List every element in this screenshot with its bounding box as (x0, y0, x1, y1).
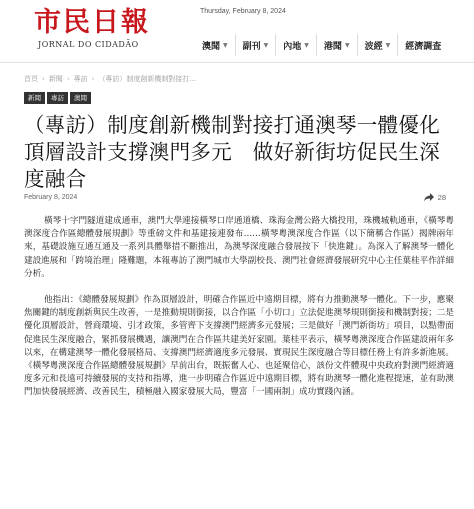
header-divider (0, 62, 474, 63)
tag-macau[interactable]: 澳聞 (70, 92, 91, 104)
nav-item-supplement[interactable]: 副刊 ▼ (235, 34, 276, 56)
breadcrumb-current: （專訪）制度創新機制對接打... (98, 75, 197, 83)
chevron-down-icon: ▼ (263, 41, 269, 49)
site-logo[interactable] (34, 8, 164, 52)
chevron-down-icon: ▼ (223, 41, 228, 49)
share-count-value: 28 (437, 192, 446, 202)
article-meta (24, 192, 454, 206)
article-title: （專訪）制度創新機制對接打通澳琴一體優化頂層設計支撐澳門多元 做好新街坊促民生深度融合 (24, 113, 440, 191)
chevron-down-icon: ▼ (385, 41, 391, 49)
article-date: February 8, 2024 (24, 194, 78, 201)
share-icon (423, 192, 435, 202)
chevron-down-icon: ▼ (344, 41, 350, 49)
logo-sub-text: JORNAL DO CIDADÃO (38, 40, 139, 49)
logo-main-text: 市民日報 (34, 7, 150, 38)
breadcrumb-interview[interactable]: 專訪 (73, 75, 88, 83)
category-tags (24, 92, 91, 104)
article-body (24, 215, 454, 413)
breadcrumb-separator-icon: › (42, 75, 45, 83)
header-date: Thursday, February 8, 2024 (200, 8, 286, 15)
article-paragraph: 橫琴十字門隧道建成通車，澳門大學連接橫琴口岸通道橋、珠海金灣公路大橋投用，珠機城軌通車，《橫琴粵澳深度合作區總體發展規劃》等重磅文件和基建接連發布……橫琴粵澳深度合作區（以下簡稱合作區）揭牌兩年來，基礎設施互通互通及一系列具體舉措不斷推出，為澳琴深度融合發展按下「快進鍵」。為深入了解澳琴一體化建設進展和「跨境治理」隆難題，本報專訪了澳門城市大學副校長、澳門社會經濟發展研究中心主任葉桂平作詳細分析。 (24, 216, 454, 279)
breadcrumb-separator-icon: › (66, 75, 70, 83)
breadcrumb-news[interactable]: 新聞 (48, 75, 63, 83)
share-count[interactable] (423, 192, 446, 202)
breadcrumb (24, 74, 196, 84)
breadcrumb-home[interactable]: 首頁 (24, 75, 38, 83)
tag-news[interactable]: 新聞 (24, 92, 45, 104)
main-nav (198, 34, 474, 56)
nav-item-economic-survey[interactable]: 經濟調查 (397, 34, 448, 56)
nav-item-hongkong[interactable]: 港聞 ▼ (316, 34, 357, 56)
nav-item-macau[interactable]: 澳聞 ▼ (202, 41, 228, 52)
tag-interview[interactable]: 專訪 (47, 92, 68, 104)
site-header (0, 0, 474, 62)
breadcrumb-separator-icon: › (91, 75, 95, 83)
chevron-down-icon: ▼ (304, 41, 309, 49)
article-paragraph: 他指出：《總體發展規劃》作為頂層設計，明確合作區近中遠期目標，將有力推動澳琴一體化。下一步，應聚焦關鍵的制度創新與民生改善，一是推動規則銜接，以合作區「小切口」立法促進澳琴規則銜接和機制對接；二是優化頂層設計，營商環境、引才政策，多管齊下支撐澳門經濟多元發展；三是做好「澳門新街坊」項目，以點帶面促進民生深度融合，緊抓發展機遇，讓澳門在合作區共建美好家園。葉桂平表示，橫琴粵澳深度合作區建設兩年多以來，在構建澳琴一體化發展格局、支撐澳門經濟適度多元發展、實現民生深度融合等目標任務上有許多新進展。《橫琴粵澳深度合作區總體發展規劃》早前出台，既振奮人心、也延聚信心，該份文件體現中央政府對澳門經濟適度多元和長遠可持續發展的支持和指導，進一步明確合作區近中遠期目標，將有助澳琴一體化進程提速，並有助澳門加快發展經濟、改善民生，積極融入國家發展大局，豐富「一國兩制」成功實踐內涵。 (24, 295, 454, 398)
nav-item-mainland[interactable]: 內地 ▼ (275, 34, 316, 56)
nav-item-sports-economy[interactable]: 波經 ▼ (357, 34, 398, 56)
